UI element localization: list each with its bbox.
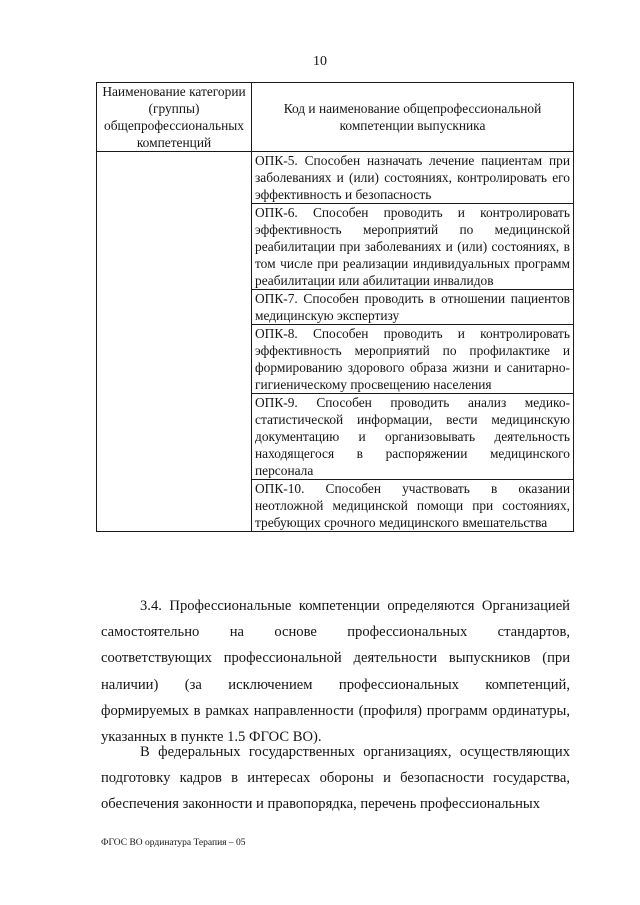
- table-row: [97, 152, 574, 204]
- document-footer: ФГОС ВО ординатура Терапия – 05: [101, 838, 246, 848]
- competencies-table: [96, 82, 574, 532]
- competency-opk9: ОПК-9. Способен проводить анализ медико-статистической информации, вести медицинскую документацию и организовывать деятельность находящегося в распоряжении медицинского персонала: [252, 394, 574, 480]
- competency-opk7: ОПК-7. Способен проводить в отношении пациентов медицинскую экспертизу: [252, 290, 574, 325]
- table-header-code: Код и наименование общепрофессиональной компетенции выпускника: [252, 83, 574, 152]
- table-header-category: Наименование категории (группы) общепрофессиональных компетенций: [97, 83, 252, 152]
- page-number: 10: [313, 54, 327, 69]
- paragraph-3-4: 3.4. Профессиональные компетенции определяются Организацией самостоятельно на основе профессиональных стандартов, соответствующих профессиональной деятельности выпускников (при наличии) (за исключением профессиональных компетенций, формируемых в рамках направленности (профиля) программ ординатуры, указанных в пункте 1.5 ФГОС ВО).: [101, 598, 570, 746]
- competency-opk5: ОПК-5. Способен назначать лечение пациентам при заболеваниях и (или) состояниях, контролировать его эффективность и безопасность: [252, 152, 574, 204]
- competency-opk6: ОПК-6. Способен проводить и контролировать эффективность мероприятий по медицинской реабилитации при заболеваниях и (или) состояниях, в том числе при реализации индивидуальных программ реабилитации или абилитации инвалидов: [252, 204, 574, 290]
- competency-opk8: ОПК-8. Способен проводить и контролировать эффективность мероприятий по профилактике и формированию здорового образа жизни и санитарно-гигиеническому просвещению населения: [252, 325, 574, 394]
- table-header-row: [97, 83, 574, 152]
- category-cell: [97, 152, 252, 532]
- competency-opk10: ОПК-10. Способен участвовать в оказании неотложной медицинской помощи при состояниях, требующих срочного медицинского вмешательства: [252, 480, 574, 532]
- paragraph-federal-organizations: В федеральных государственных организациях, осуществляющих подготовку кадров в интересах обороны и безопасности государства, обеспечения законности и правопорядка, перечень профессиональных: [101, 744, 570, 813]
